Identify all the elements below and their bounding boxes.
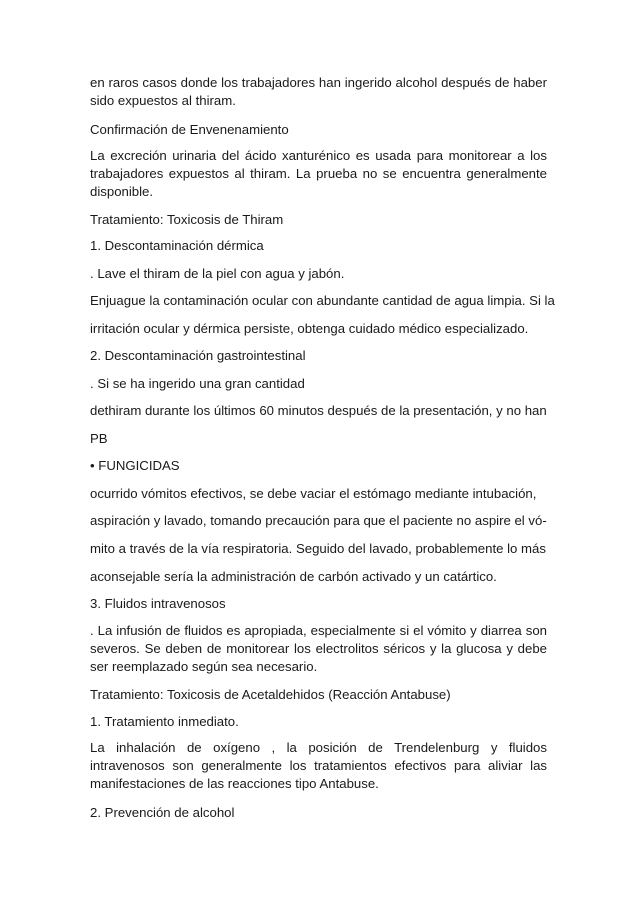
paragraph-thiram-alcohol: en raros casos donde los trabajadores han ingerido alcohol después de haber sido expuestos al thiram. bbox=[90, 75, 547, 108]
line-pb: PB bbox=[90, 431, 108, 446]
item-fluidos-intravenosos: 3. Fluidos intravenosos bbox=[90, 596, 226, 611]
paragraph-infusion: . La infusión de fluidos es apropiada, especialmente si el vómito y diarrea son severos. Se deben de monitorear los electrolitos séricos y la glucosa y debe ser reemplazado según sea necesario. bbox=[90, 623, 547, 674]
heading-tratamiento-thiram: Tratamiento: Toxicosis de Thiram bbox=[90, 212, 284, 227]
line-mito: mito a través de la vía respiratoria. Seguido del lavado, probablemente lo más bbox=[90, 541, 546, 556]
heading-confirmacion: Confirmación de Envenenamiento bbox=[90, 122, 289, 137]
line-aconsejable: aconsejable sería la administración de carbón activado y un catártico. bbox=[90, 569, 497, 584]
line-lave-thiram: . Lave el thiram de la piel con agua y jabón. bbox=[90, 266, 345, 281]
item-descontaminacion-gastro: 2. Descontaminación gastrointestinal bbox=[90, 348, 306, 363]
line-dethiram: dethiram durante los últimos 60 minutos después de la presentación, y no han bbox=[90, 403, 547, 418]
line-fungicidas: • FUNGICIDAS bbox=[90, 458, 180, 473]
heading-tratamiento-acetaldehidos: Tratamiento: Toxicosis de Acetaldehidos (Reacción Antabuse) bbox=[90, 687, 451, 702]
line-aspiracion: aspiración y lavado, tomando precaución para que el paciente no aspire el vó- bbox=[90, 513, 547, 528]
item-descontaminacion-dermica: 1. Descontaminación dérmica bbox=[90, 238, 264, 253]
line-ocurrido-vomitos: ocurrido vómitos efectivos, se debe vaciar el estómago mediante intubación, bbox=[90, 486, 537, 501]
item-prevencion-alcohol: 2. Prevención de alcohol bbox=[90, 805, 235, 820]
line-enjuague: Enjuague la contaminación ocular con abundante cantidad de agua limpia. Si la bbox=[90, 293, 555, 308]
paragraph-inhalacion: La inhalación de oxígeno , la posición de Trendelenburg y fluidos intravenosos son generalmente los tratamientos efectivos para aliviar las manifestaciones de las reacciones tipo Antabuse. bbox=[90, 740, 547, 791]
line-si-se-ha-ingerido: . Si se ha ingerido una gran cantidad bbox=[90, 376, 305, 391]
line-irritacion: irritación ocular y dérmica persiste, obtenga cuidado médico especializado. bbox=[90, 321, 529, 336]
paragraph-excrecion: La excreción urinaria del ácido xanturénico es usada para monitorear a los trabajadores expuestos al thiram. La prueba no se encuentra generalmente disponible. bbox=[90, 148, 547, 199]
item-tratamiento-inmediato: 1. Tratamiento inmediato. bbox=[90, 714, 239, 729]
